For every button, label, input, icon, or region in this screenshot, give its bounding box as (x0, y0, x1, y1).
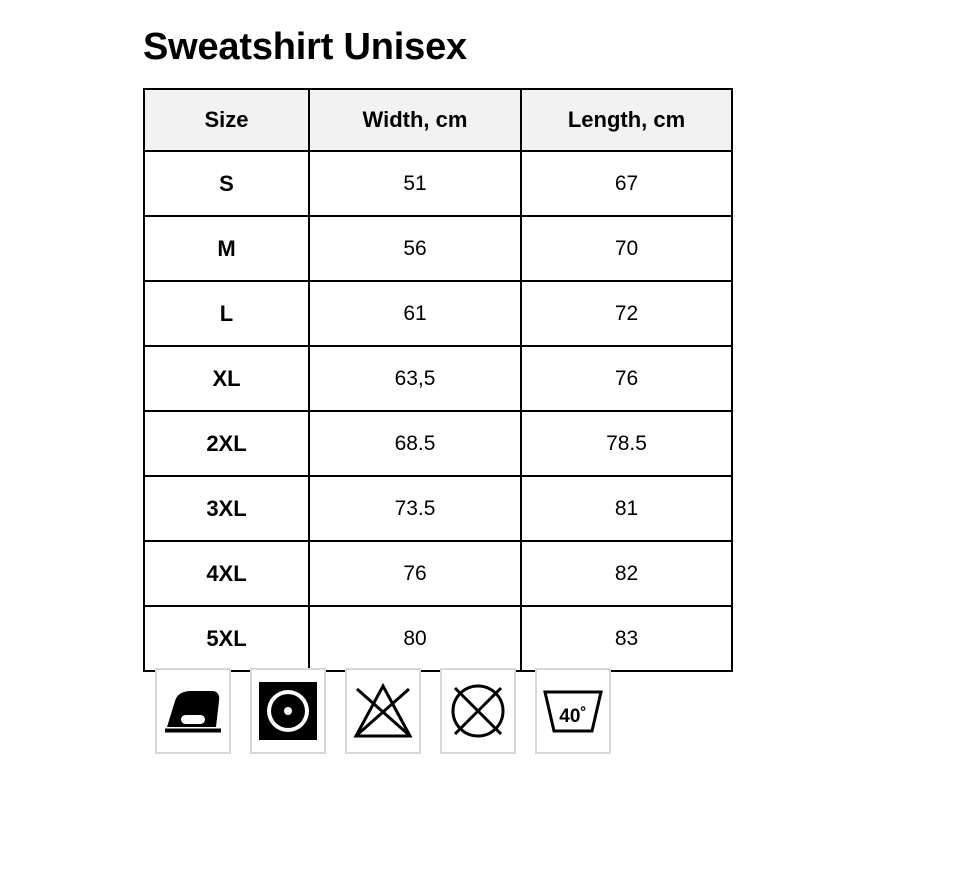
care-symbols-row (155, 668, 611, 754)
wash-40-icon (535, 668, 611, 754)
table-row (144, 281, 732, 346)
cell-size: L (144, 281, 309, 346)
svg-text:40˚: 40˚ (559, 706, 587, 727)
column-header-length: Length, cm (521, 89, 732, 151)
cell-width: 76 (309, 541, 521, 606)
cell-size: 4XL (144, 541, 309, 606)
cell-width: 80 (309, 606, 521, 671)
page-title: Sweatshirt Unisex (143, 26, 467, 68)
column-header-width: Width, cm (309, 89, 521, 151)
table-row (144, 346, 732, 411)
cell-size: S (144, 151, 309, 216)
cell-length: 83 (521, 606, 732, 671)
cell-width: 56 (309, 216, 521, 281)
cell-length: 76 (521, 346, 732, 411)
cell-width: 61 (309, 281, 521, 346)
cell-size: M (144, 216, 309, 281)
cell-size: 5XL (144, 606, 309, 671)
do-not-dry-clean-icon (440, 668, 516, 754)
size-table (143, 88, 733, 672)
cell-width: 63,5 (309, 346, 521, 411)
cell-length: 67 (521, 151, 732, 216)
table-row (144, 151, 732, 216)
cell-size: 3XL (144, 476, 309, 541)
table-row (144, 541, 732, 606)
table-row (144, 411, 732, 476)
cell-size: XL (144, 346, 309, 411)
table-row (144, 606, 732, 671)
iron-icon (155, 668, 231, 754)
tumble-dry-icon (250, 668, 326, 754)
cell-width: 73.5 (309, 476, 521, 541)
table-row (144, 216, 732, 281)
cell-length: 81 (521, 476, 732, 541)
column-header-size: Size (144, 89, 309, 151)
cell-width: 51 (309, 151, 521, 216)
table-row (144, 476, 732, 541)
cell-length: 82 (521, 541, 732, 606)
do-not-bleach-icon (345, 668, 421, 754)
cell-length: 78.5 (521, 411, 732, 476)
cell-length: 72 (521, 281, 732, 346)
table-header-row (144, 89, 732, 151)
cell-length: 70 (521, 216, 732, 281)
cell-width: 68.5 (309, 411, 521, 476)
cell-size: 2XL (144, 411, 309, 476)
